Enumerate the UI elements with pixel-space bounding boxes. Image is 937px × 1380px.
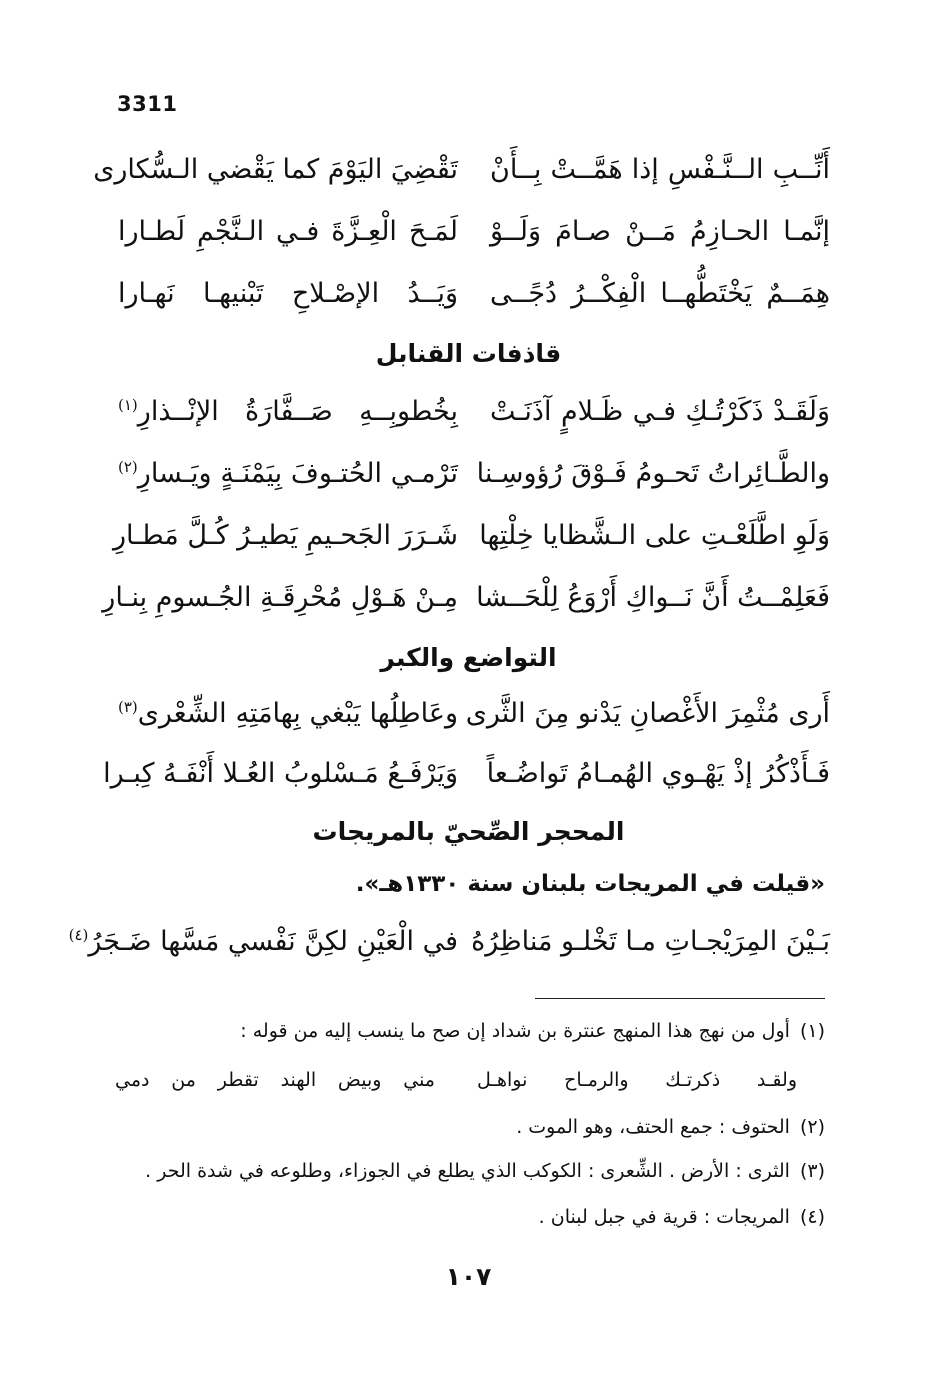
footnote-verse	[113, 1064, 825, 1096]
footnote-mark: (٣)	[118, 698, 138, 716]
section-title: المحجر الصِّحيّ بالمريجات	[312, 817, 625, 846]
verse-second-hemistich: لَمَـحَ الْعِـزَّةَ فـي الـنَّجْمِ لَطـارا	[118, 216, 458, 247]
footnote-number: (١)	[799, 1020, 825, 1042]
verse-second-hemistich: تَقْضِيَ اليَوْمَ كما يَقْضي الـسُّكارى	[93, 154, 458, 185]
verse-second-hemistich	[118, 452, 458, 496]
verse-first-hemistich: هِمَــمٌ يَخْتَطُّهــا الْفِكْــرُ دُجًــى	[490, 278, 830, 309]
verse-first-hemistich: فَعَلِمْــتُ أَنَّ نَــواكِ أَرْوَعُ لِلْحَــشا	[476, 582, 830, 613]
footnote-text: الحتوف : جمع الحتف، وهو الموت .	[516, 1116, 790, 1138]
footnote	[113, 1156, 825, 1186]
verse-second-hemistich	[118, 692, 458, 736]
footnote-text: أول من نهج هذا المنهج عنترة بن شداد إن صح ما ينسب إليه من قوله :	[240, 1020, 790, 1042]
page-number: ١٠٧	[445, 1262, 492, 1291]
verse-second-hemistich: مِـنْ هَـوْلِ مُحْرِقَـةِ الجُـسومِ بِنـارِ	[102, 582, 458, 613]
footnote-text: الثرى : الأرض . الشِّعرى : الكوكب الذي يطلع في الجوزاء، وطلوعه في شدة الحر .	[145, 1160, 790, 1182]
verse-line	[110, 272, 830, 316]
footnote	[113, 1202, 825, 1232]
verse-second-text: وعَاطِلُها يَبْغي بِهامَتِهِ الشِّعْرى	[137, 698, 458, 729]
verse-first-hemistich: أَرى مُثْمِرَ الأَغْصانِ يَدْنو مِنَ الثَّرى	[465, 698, 830, 729]
verse-first-hemistich: إنَّمـا الحـازِمُ مَــنْ صـامَ وَلَــوْ	[490, 216, 830, 247]
verse-second-hemistich: وَيَرْفَـعُ مَـسْلوبُ العُـلا أَنْفَـهُ كِبـرا	[103, 758, 458, 789]
verse-line	[93, 148, 830, 192]
verse-line	[110, 390, 830, 434]
verse-first-hemistich: أَنِّــبِ الــنَّـفْسِ إذا هَمَّــتْ بِــأَنْ	[490, 154, 830, 185]
verse-line	[68, 920, 830, 964]
verse-line	[110, 210, 830, 254]
verse-line	[102, 576, 830, 620]
verse-second-text: تَرْمـي الحُتـوفَ بِيَمْنَـةٍ ويَـسارِ	[137, 458, 458, 489]
verse-line	[110, 514, 830, 558]
verse-second-hemistich: شَـرَرَ الجَحـيمِ يَطيـرُ كُـلَّ مَطـارِ	[112, 520, 458, 551]
section-note: «قيلت في المريجات بلبنان سنة ١٣٣٠هـ».	[355, 871, 825, 897]
section-title: قاذفات القنابل	[375, 339, 562, 368]
verse-line	[110, 452, 830, 496]
verse-first-hemistich: وَلَوِ اطَّلَعْـتِ على الـشَّظايا خِلْتِها	[479, 520, 830, 551]
footnote-separator	[535, 998, 825, 999]
verse-line	[110, 692, 830, 736]
verse-second-hemistich	[118, 390, 458, 434]
footnote-mark: (٢)	[118, 458, 138, 476]
footnote	[113, 1112, 825, 1142]
footnote-mark: (١)	[118, 396, 138, 414]
verse-second-text: في الْعَيْنِ لكِنَّ نَفْسي مَسَّها ضَـجَرُ	[88, 926, 458, 957]
footnote	[113, 1016, 825, 1046]
verse-first-hemistich: ولقـد ذكرتـك والرمـاح نواهـل	[477, 1069, 797, 1091]
verse-first-hemistich: فَـأَذْكُرُ إذْ يَهْـوي الهُمـامُ تَواضُـعاً	[486, 758, 830, 789]
verse-first-hemistich: وَلَقَـدْ ذَكَرْتُـكِ فـي ظَـلامٍ آذَنَـتْ	[490, 396, 830, 427]
verse-first-hemistich: والطَّـائِراتُ تَحـومُ فَـوْقَ رُؤوسِـنا	[476, 458, 830, 489]
verse-second-text: بِخُطوبِــهِ صَــفَّارَةُ الإنْــذارِ	[137, 396, 458, 427]
footnote-text: المريجات : قرية في جبل لبنان .	[538, 1206, 790, 1228]
verse-line	[103, 752, 830, 796]
page-code: 3311	[117, 92, 178, 116]
footnote-mark: (٤)	[68, 926, 89, 944]
footnote-number: (٣)	[799, 1160, 825, 1182]
section-title: التواضع والكبر	[380, 643, 557, 672]
verse-first-hemistich: بَـيْنَ المِرَيْجـاتِ مـا تَخْلـو مَناظِرُهُ	[471, 926, 830, 957]
verse-second-hemistich: مني وبيض الهند تقطر من دمي	[115, 1069, 435, 1091]
verse-second-hemistich	[68, 920, 458, 964]
footnote-number: (٢)	[799, 1116, 825, 1138]
footnote-number: (٤)	[799, 1206, 825, 1228]
verse-second-hemistich: وَيَــدُ الإصْـلاحِ تَبْنيهـا نَهـارا	[118, 278, 458, 309]
